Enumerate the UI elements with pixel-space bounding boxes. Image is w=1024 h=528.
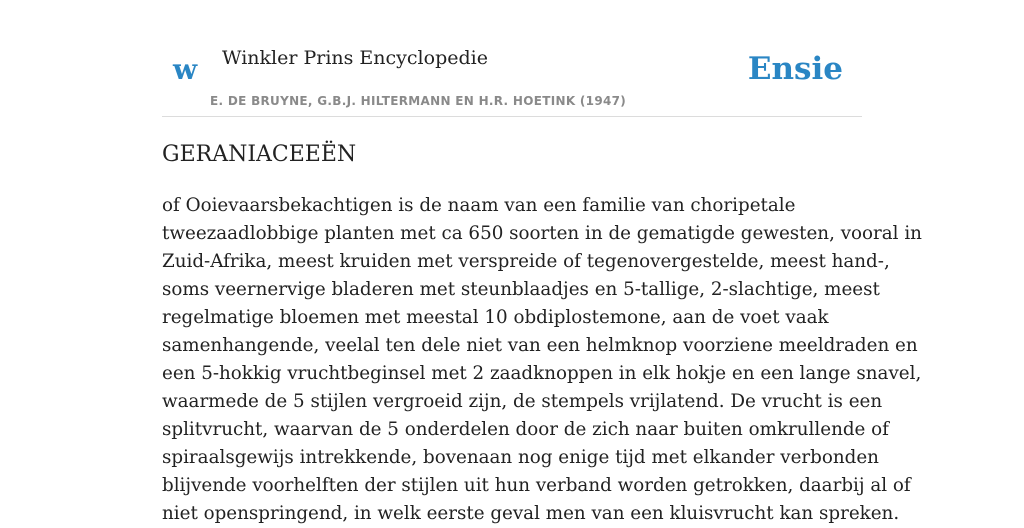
authors-credit: E. DE BRUYNE, G.B.J. HILTERMANN EN H.R. HOETINK (1947) (210, 94, 627, 108)
body-line: Zuid-Afrika, meest kruiden met verspreide of tegenovergestelde, meest hand-, (162, 251, 890, 272)
body-line: regelmatige bloemen met meestal 10 obdiplostemone, aan de voet vaak (162, 307, 829, 328)
publication-title[interactable]: Winkler Prins Encyclopedie (222, 47, 488, 69)
body-line: of Ooievaarsbekachtigen is de naam van een familie van choripetale (162, 195, 796, 216)
article-title: GERANIACEEËN (162, 142, 357, 167)
header (162, 0, 862, 117)
brand-logo[interactable]: Ensie (747, 51, 843, 87)
body-line: soms veernervige bladeren met steunblaadjes en 5-tallige, 2-slachtige, meest (162, 279, 880, 300)
body-line: tweezaadlobbige planten met ca 650 soorten in de gematigde gewesten, vooral in (162, 223, 922, 244)
body-line: waarmede de 5 stijlen vergroeid zijn, de stempels vrijlatend. De vrucht is een (162, 391, 883, 412)
body-line: splitvrucht, waarvan de 5 onderdelen door de zich naar buiten omkrullende of (162, 419, 889, 440)
body-line: niet openspringend, in welk eerste geval men van een kluisvrucht kan spreken. (162, 503, 900, 524)
article-body (162, 192, 922, 528)
body-line: spiraalsgewijs intrekkende, bovenaan nog enige tijd met elkander verbonden (162, 447, 879, 468)
publication-logo[interactable]: w (173, 53, 198, 86)
body-line: samenhangende, veelal ten dele niet van een helmknop voorziene meeldraden en (162, 335, 918, 356)
body-line: een 5-hokkig vruchtbeginsel met 2 zaadknoppen in elk hokje en een lange snavel, (162, 363, 922, 384)
body-line: blijvende voorhelften der stijlen uit hun verband worden getrokken, daarbij al of (162, 475, 911, 496)
